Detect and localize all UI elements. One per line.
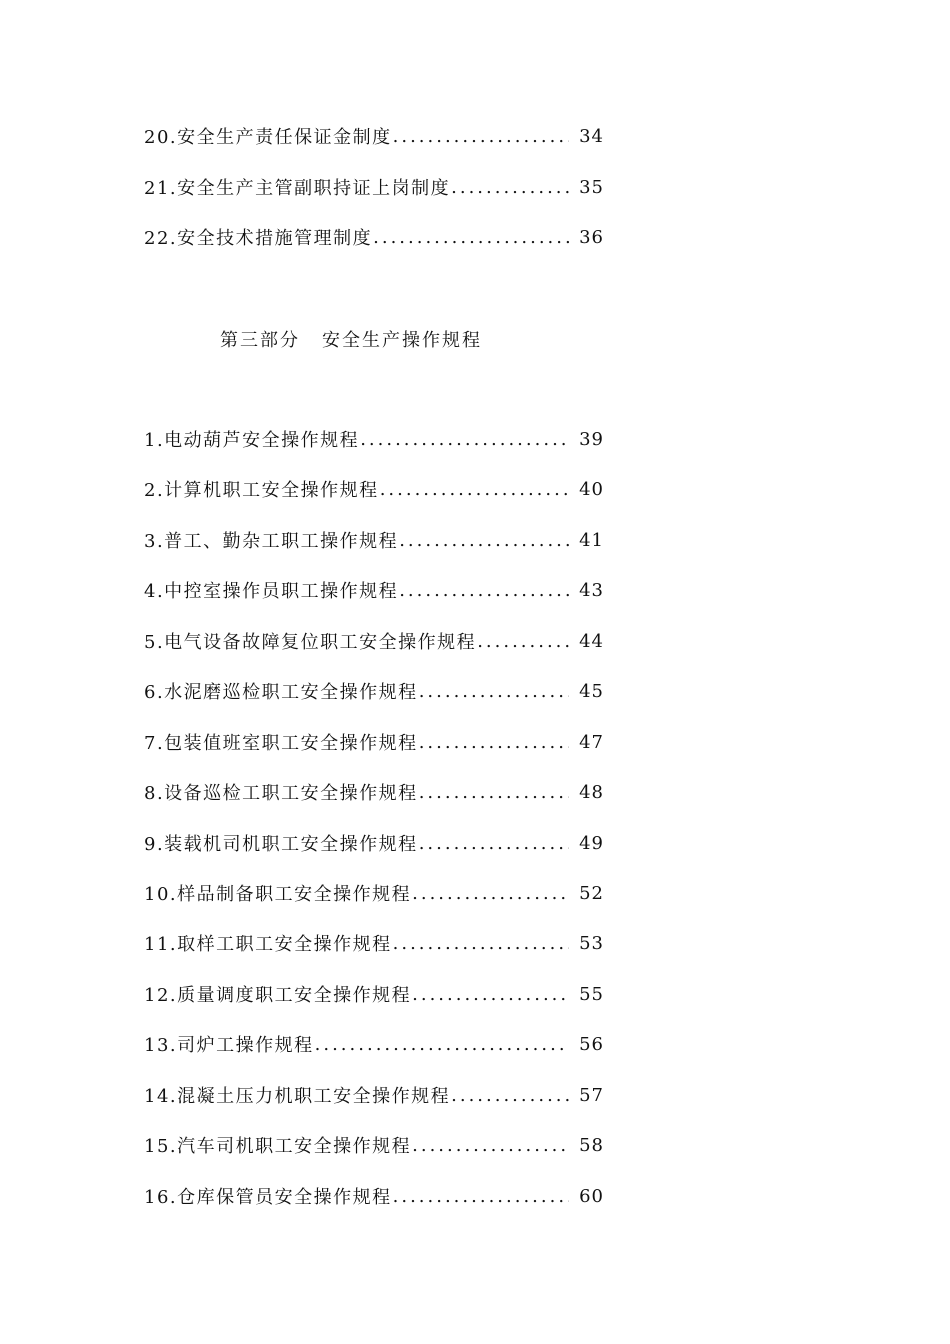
- toc-entry: [144, 928, 604, 958]
- toc-page-number: 45: [579, 680, 604, 702]
- toc-entry-title: 14.混凝土压力机职工安全操作规程: [144, 1086, 451, 1107]
- toc-entry-title: 1.电动葫芦安全操作规程: [144, 430, 360, 451]
- toc-entry-title: 13.司炉工操作规程: [144, 1035, 314, 1056]
- toc-page-number: 55: [579, 983, 604, 1005]
- toc-page-number: 43: [579, 579, 604, 601]
- toc-entry-title: 4.中控室操作员职工操作规程: [144, 581, 399, 602]
- toc-leader-dots: [393, 933, 569, 954]
- toc-entry: [144, 979, 604, 1009]
- toc-page-number: 36: [579, 226, 604, 248]
- toc-entry-title: 3.普工、勤杂工职工操作规程: [144, 531, 399, 552]
- toc-page-number: 34: [579, 125, 604, 147]
- toc-leader-dots: [419, 681, 569, 702]
- toc-entry: [144, 1029, 604, 1059]
- toc-entry-title: 10.样品制备职工安全操作规程: [144, 884, 412, 905]
- section-part-label: 第三部分: [220, 330, 300, 351]
- toc-entry: [144, 1181, 604, 1211]
- toc-entry-title: 12.质量调度职工安全操作规程: [144, 985, 412, 1006]
- toc-page-number: 39: [579, 428, 604, 450]
- toc-entry: [144, 828, 604, 858]
- toc-entry: [144, 676, 604, 706]
- toc-entry: [144, 727, 604, 757]
- toc-entry: [144, 575, 604, 605]
- toc-page-number: 47: [579, 731, 604, 753]
- toc-entry: [144, 1130, 604, 1160]
- toc-leader-dots: [373, 227, 569, 248]
- toc-leader-dots: [451, 177, 569, 198]
- toc-entry: [144, 222, 604, 252]
- toc-leader-dots: [315, 1034, 569, 1055]
- toc-entry-title: 2.计算机职工安全操作规程: [144, 480, 379, 501]
- toc-leader-dots: [380, 479, 569, 500]
- toc-page-number: 52: [579, 882, 604, 904]
- toc-entry: [144, 1080, 604, 1110]
- toc-page-number: 57: [579, 1084, 604, 1106]
- toc-leader-dots: [412, 984, 569, 1005]
- toc-entry: [144, 172, 604, 202]
- toc-page-number: 44: [579, 630, 604, 652]
- toc-leader-dots: [393, 126, 569, 147]
- toc-leader-dots: [419, 732, 569, 753]
- toc-entry: [144, 424, 604, 454]
- toc-leader-dots: [477, 631, 569, 652]
- section-heading: [220, 324, 482, 354]
- toc-leader-dots: [412, 1135, 569, 1156]
- toc-entry: [144, 626, 604, 656]
- toc-page-number: 40: [579, 478, 604, 500]
- toc-entry: [144, 121, 604, 151]
- toc-entry: [144, 474, 604, 504]
- toc-leader-dots: [399, 530, 569, 551]
- toc-page-number: 53: [579, 932, 604, 954]
- toc-leader-dots: [419, 833, 569, 854]
- toc-entry-title: 6.水泥磨巡检职工安全操作规程: [144, 682, 418, 703]
- toc-entry-title: 20.安全生产责任保证金制度: [144, 127, 392, 148]
- toc-entry-title: 15.汽车司机职工安全操作规程: [144, 1136, 412, 1157]
- toc-leader-dots: [419, 782, 569, 803]
- toc-page-number: 35: [579, 176, 604, 198]
- toc-entry-title: 11.取样工职工安全操作规程: [144, 934, 392, 955]
- toc-entry-title: 7.包装值班室职工安全操作规程: [144, 733, 418, 754]
- toc-page-number: 56: [579, 1033, 604, 1055]
- section-title-text: 安全生产操作规程: [322, 330, 482, 351]
- toc-entry-title: 16.仓库保管员安全操作规程: [144, 1187, 392, 1208]
- toc-entry: [144, 525, 604, 555]
- toc-page-number: 49: [579, 832, 604, 854]
- toc-entry: [144, 878, 604, 908]
- toc-entry-title: 9.装载机司机职工安全操作规程: [144, 834, 418, 855]
- toc-leader-dots: [399, 580, 569, 601]
- toc-entry: [144, 777, 604, 807]
- toc-entry-title: 8.设备巡检工职工安全操作规程: [144, 783, 418, 804]
- toc-leader-dots: [412, 883, 569, 904]
- toc-entry-title: 22.安全技术措施管理制度: [144, 228, 373, 249]
- toc-page-number: 48: [579, 781, 604, 803]
- toc-leader-dots: [360, 429, 569, 450]
- toc-entry-title: 5.电气设备故障复位职工安全操作规程: [144, 632, 477, 653]
- toc-page-number: 41: [579, 529, 604, 551]
- toc-entry-title: 21.安全生产主管副职持证上岗制度: [144, 178, 451, 199]
- toc-leader-dots: [451, 1085, 569, 1106]
- toc-leader-dots: [393, 1186, 569, 1207]
- toc-page-number: 58: [579, 1134, 604, 1156]
- toc-page-number: 60: [579, 1185, 604, 1207]
